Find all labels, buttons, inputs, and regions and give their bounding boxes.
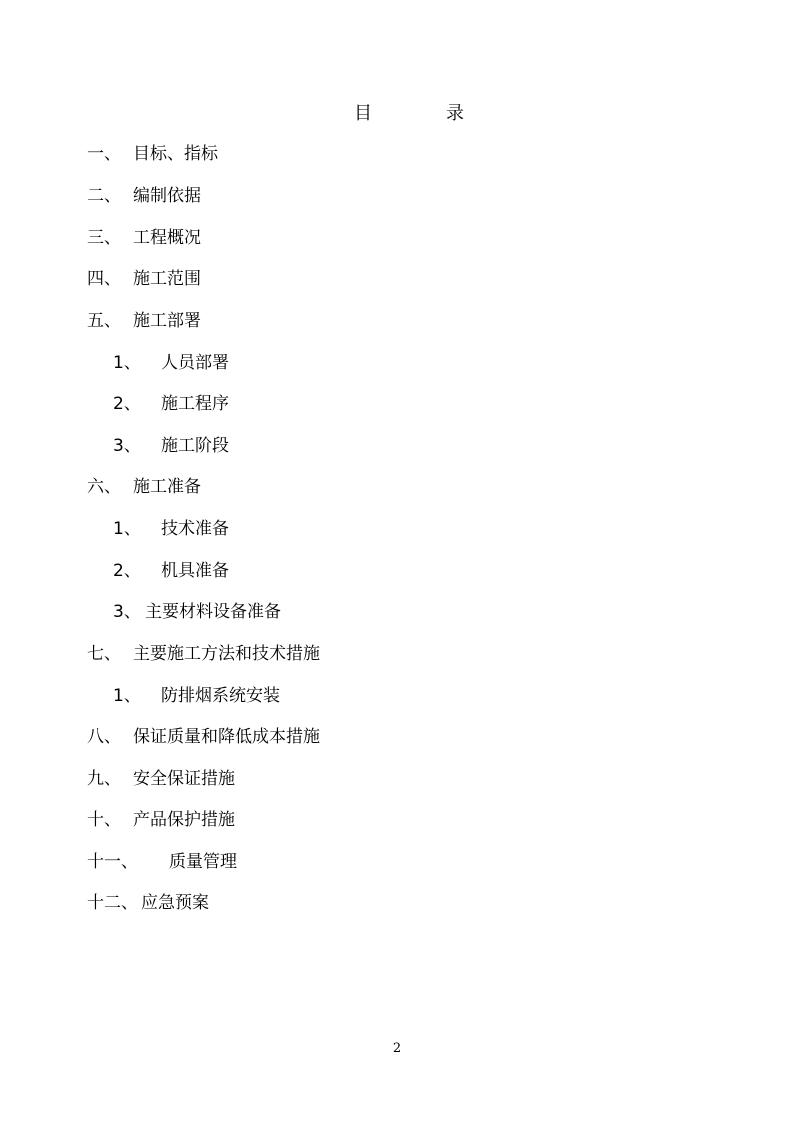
toc-entry-text: 质量管理 <box>169 852 237 872</box>
toc-entry-number: 1、 <box>113 519 141 539</box>
toc-entry-text: 技术准备 <box>161 519 229 539</box>
toc-entry-text: 安全保证措施 <box>133 769 235 789</box>
toc-entry-text: 防排烟系统安装 <box>161 686 280 706</box>
toc-entry-number: 3、 <box>113 436 141 456</box>
toc-entry-number: 3、 <box>113 602 141 622</box>
toc-entry-text: 应急预案 <box>141 893 209 913</box>
toc-entry-text: 施工范围 <box>133 269 201 289</box>
toc-entry-number: 七、 <box>87 644 121 664</box>
toc-entry-text: 施工程序 <box>161 394 229 414</box>
toc-entry-text: 施工部署 <box>133 311 201 331</box>
toc-entry-number: 十二、 <box>87 893 138 913</box>
toc-title-part-1: 目 <box>354 103 372 124</box>
toc-entry-number: 三、 <box>87 228 121 248</box>
toc-entry-text: 编制依据 <box>133 186 201 206</box>
toc-entry-number: 1、 <box>113 686 141 706</box>
toc-entry-number: 2、 <box>113 561 141 581</box>
toc-entry-number: 九、 <box>87 769 121 789</box>
toc-entry-number: 六、 <box>87 477 121 497</box>
toc-entry-text: 工程概况 <box>133 228 201 248</box>
toc-entry-text: 目标、指标 <box>133 144 218 164</box>
toc-entry-number: 1、 <box>113 353 141 373</box>
toc-entry-text: 施工准备 <box>133 477 201 497</box>
toc-entry-number: 二、 <box>87 186 121 206</box>
toc-entry-text: 主要施工方法和技术措施 <box>133 644 320 664</box>
toc-entry-text: 保证质量和降低成本措施 <box>133 727 320 747</box>
toc-title <box>0 101 794 127</box>
toc-entry-number: 一、 <box>87 144 121 164</box>
toc-entry-number: 十一、 <box>87 852 138 872</box>
page-number: 2 <box>392 1041 402 1056</box>
toc-entry-text: 施工阶段 <box>161 436 229 456</box>
toc-entry-text: 产品保护措施 <box>133 810 235 830</box>
toc-entry-number: 八、 <box>87 727 121 747</box>
toc-entry-text: 主要材料设备准备 <box>145 602 281 622</box>
toc-title-part-2: 录 <box>446 103 464 124</box>
toc-entry-text: 机具准备 <box>161 561 229 581</box>
toc-entry-number: 2、 <box>113 394 141 414</box>
toc-entry-number: 四、 <box>87 269 121 289</box>
toc-entry-number: 十、 <box>87 810 121 830</box>
toc-entry-number: 五、 <box>87 311 121 331</box>
toc-entry-text: 人员部署 <box>161 353 229 373</box>
